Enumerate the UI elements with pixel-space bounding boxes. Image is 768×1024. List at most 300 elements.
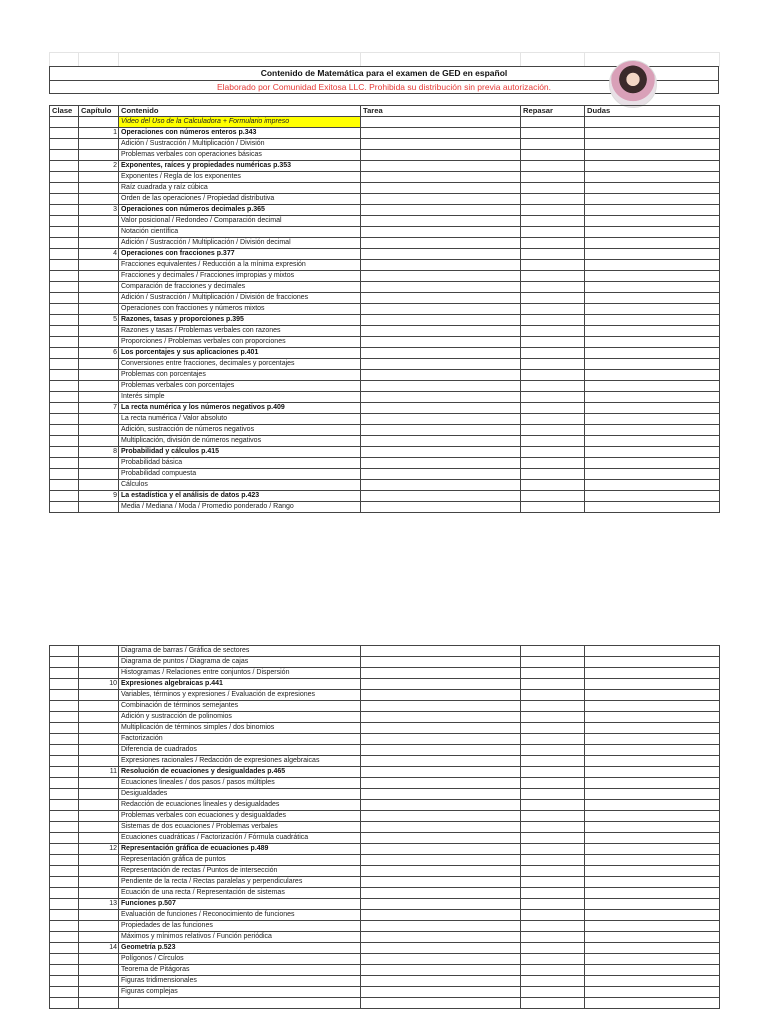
repasar-cell[interactable] <box>521 822 585 833</box>
clase-cell[interactable] <box>50 249 79 260</box>
capitulo-cell[interactable] <box>79 282 119 293</box>
repasar-cell[interactable] <box>521 800 585 811</box>
contenido-cell[interactable]: Representación gráfica de ecuaciones p.489 <box>119 844 361 855</box>
contenido-cell[interactable]: Fracciones y decimales / Fracciones impropias y mixtos <box>119 271 361 282</box>
capitulo-cell[interactable] <box>79 778 119 789</box>
dudas-cell[interactable] <box>585 260 720 271</box>
tarea-cell[interactable] <box>361 778 521 789</box>
tarea-cell[interactable] <box>361 359 521 370</box>
contenido-cell[interactable]: La recta numérica / Valor absoluto <box>119 414 361 425</box>
repasar-cell[interactable] <box>521 910 585 921</box>
tarea-cell[interactable] <box>361 392 521 403</box>
dudas-cell[interactable] <box>585 679 720 690</box>
contenido-cell[interactable]: Orden de las operaciones / Propiedad distributiva <box>119 194 361 205</box>
clase-cell[interactable] <box>50 723 79 734</box>
capitulo-cell[interactable] <box>79 910 119 921</box>
repasar-cell[interactable] <box>521 359 585 370</box>
clase-cell[interactable] <box>50 458 79 469</box>
clase-cell[interactable] <box>50 943 79 954</box>
clase-cell[interactable] <box>50 403 79 414</box>
contenido-cell[interactable]: Probabilidad compuesta <box>119 469 361 480</box>
capitulo-cell[interactable]: 9 <box>79 491 119 502</box>
repasar-cell[interactable] <box>521 833 585 844</box>
capitulo-cell[interactable] <box>79 734 119 745</box>
repasar-cell[interactable] <box>521 282 585 293</box>
clase-cell[interactable] <box>50 414 79 425</box>
contenido-cell[interactable]: Factorización <box>119 734 361 745</box>
dudas-cell[interactable] <box>585 381 720 392</box>
tarea-cell[interactable] <box>361 800 521 811</box>
dudas-cell[interactable] <box>585 183 720 194</box>
contenido-cell[interactable]: Adición / Sustracción / Multiplicación / División decimal <box>119 238 361 249</box>
repasar-cell[interactable] <box>521 767 585 778</box>
tarea-cell[interactable] <box>361 425 521 436</box>
contenido-cell[interactable]: Probabilidad y cálculos p.415 <box>119 447 361 458</box>
tarea-cell[interactable] <box>361 194 521 205</box>
repasar-cell[interactable] <box>521 932 585 943</box>
capitulo-cell[interactable] <box>79 436 119 447</box>
capitulo-cell[interactable] <box>79 954 119 965</box>
contenido-cell[interactable]: Diagrama de barras / Gráfica de sectores <box>119 646 361 657</box>
contenido-cell[interactable]: Ecuaciones cuadráticas / Factorización / Fórmula cuadrática <box>119 833 361 844</box>
contenido-cell[interactable]: Fracciones equivalentes / Reducción a la mínima expresión <box>119 260 361 271</box>
repasar-cell[interactable] <box>521 326 585 337</box>
clase-cell[interactable] <box>50 161 79 172</box>
tarea-cell[interactable] <box>361 745 521 756</box>
dudas-cell[interactable] <box>585 778 720 789</box>
tarea-cell[interactable] <box>361 734 521 745</box>
clase-cell[interactable] <box>50 304 79 315</box>
tarea-cell[interactable] <box>361 117 521 128</box>
dudas-cell[interactable] <box>585 469 720 480</box>
contenido-cell[interactable]: Operaciones con fracciones p.377 <box>119 249 361 260</box>
repasar-cell[interactable] <box>521 271 585 282</box>
dudas-cell[interactable] <box>585 756 720 767</box>
repasar-cell[interactable] <box>521 183 585 194</box>
clase-cell[interactable] <box>50 205 79 216</box>
repasar-cell[interactable] <box>521 293 585 304</box>
repasar-cell[interactable] <box>521 734 585 745</box>
capitulo-cell[interactable] <box>79 701 119 712</box>
repasar-cell[interactable] <box>521 502 585 513</box>
contenido-cell[interactable]: Problemas verbales con ecuaciones y desigualdades <box>119 811 361 822</box>
clase-cell[interactable] <box>50 899 79 910</box>
clase-cell[interactable] <box>50 480 79 491</box>
capitulo-cell[interactable] <box>79 194 119 205</box>
clase-cell[interactable] <box>50 139 79 150</box>
tarea-cell[interactable] <box>361 172 521 183</box>
tarea-cell[interactable] <box>361 381 521 392</box>
capitulo-cell[interactable] <box>79 965 119 976</box>
tarea-cell[interactable] <box>361 943 521 954</box>
contenido-cell[interactable]: Interés simple <box>119 392 361 403</box>
clase-cell[interactable] <box>50 800 79 811</box>
tarea-cell[interactable] <box>361 458 521 469</box>
capitulo-cell[interactable] <box>79 987 119 998</box>
repasar-cell[interactable] <box>521 679 585 690</box>
tarea-cell[interactable] <box>361 921 521 932</box>
dudas-cell[interactable] <box>585 359 720 370</box>
contenido-cell[interactable]: Conversiones entre fracciones, decimales y porcentajes <box>119 359 361 370</box>
capitulo-cell[interactable] <box>79 227 119 238</box>
contenido-cell[interactable]: Propiedades de las funciones <box>119 921 361 932</box>
tarea-cell[interactable] <box>361 480 521 491</box>
repasar-cell[interactable] <box>521 877 585 888</box>
clase-cell[interactable] <box>50 866 79 877</box>
dudas-cell[interactable] <box>585 943 720 954</box>
clase-cell[interactable] <box>50 469 79 480</box>
dudas-cell[interactable] <box>585 998 720 1009</box>
dudas-cell[interactable] <box>585 899 720 910</box>
capitulo-cell[interactable] <box>79 183 119 194</box>
contenido-cell[interactable]: Media / Mediana / Moda / Promedio ponderado / Rango <box>119 502 361 513</box>
dudas-cell[interactable] <box>585 436 720 447</box>
contenido-cell[interactable]: Teorema de Pitágoras <box>119 965 361 976</box>
capitulo-cell[interactable] <box>79 723 119 734</box>
contenido-cell[interactable]: Desigualdades <box>119 789 361 800</box>
contenido-cell[interactable]: Diferencia de cuadrados <box>119 745 361 756</box>
contenido-cell[interactable]: Operaciones con números decimales p.365 <box>119 205 361 216</box>
dudas-cell[interactable] <box>585 304 720 315</box>
capitulo-cell[interactable]: 14 <box>79 943 119 954</box>
contenido-cell[interactable]: Geometría p.523 <box>119 943 361 954</box>
contenido-cell[interactable]: Problemas verbales con operaciones básicas <box>119 150 361 161</box>
tarea-cell[interactable] <box>361 657 521 668</box>
tarea-cell[interactable] <box>361 348 521 359</box>
repasar-cell[interactable] <box>521 260 585 271</box>
tarea-cell[interactable] <box>361 723 521 734</box>
dudas-cell[interactable] <box>585 734 720 745</box>
repasar-cell[interactable] <box>521 414 585 425</box>
tarea-cell[interactable] <box>361 150 521 161</box>
dudas-cell[interactable] <box>585 767 720 778</box>
tarea-cell[interactable] <box>361 502 521 513</box>
clase-cell[interactable] <box>50 712 79 723</box>
clase-cell[interactable] <box>50 172 79 183</box>
capitulo-cell[interactable] <box>79 139 119 150</box>
clase-cell[interactable] <box>50 877 79 888</box>
dudas-cell[interactable] <box>585 855 720 866</box>
capitulo-cell[interactable] <box>79 800 119 811</box>
repasar-cell[interactable] <box>521 690 585 701</box>
clase-cell[interactable] <box>50 822 79 833</box>
clase-cell[interactable] <box>50 756 79 767</box>
tarea-cell[interactable] <box>361 789 521 800</box>
clase-cell[interactable] <box>50 954 79 965</box>
repasar-cell[interactable] <box>521 998 585 1009</box>
tarea-cell[interactable] <box>361 238 521 249</box>
tarea-cell[interactable] <box>361 679 521 690</box>
tarea-cell[interactable] <box>361 866 521 877</box>
clase-cell[interactable] <box>50 128 79 139</box>
dudas-cell[interactable] <box>585 888 720 899</box>
contenido-cell[interactable]: Funciones p.507 <box>119 899 361 910</box>
clase-cell[interactable] <box>50 348 79 359</box>
dudas-cell[interactable] <box>585 712 720 723</box>
clase-cell[interactable] <box>50 987 79 998</box>
clase-cell[interactable] <box>50 260 79 271</box>
tarea-cell[interactable] <box>361 326 521 337</box>
repasar-cell[interactable] <box>521 491 585 502</box>
capitulo-cell[interactable]: 4 <box>79 249 119 260</box>
dudas-cell[interactable] <box>585 690 720 701</box>
clase-cell[interactable] <box>50 238 79 249</box>
repasar-cell[interactable] <box>521 425 585 436</box>
repasar-cell[interactable] <box>521 723 585 734</box>
contenido-cell[interactable]: Polígonos / Círculos <box>119 954 361 965</box>
contenido-cell[interactable]: Adición / Sustracción / Multiplicación / División de fracciones <box>119 293 361 304</box>
dudas-cell[interactable] <box>585 480 720 491</box>
clase-cell[interactable] <box>50 778 79 789</box>
dudas-cell[interactable] <box>585 668 720 679</box>
dudas-cell[interactable] <box>585 987 720 998</box>
clase-cell[interactable] <box>50 425 79 436</box>
repasar-cell[interactable] <box>521 745 585 756</box>
tarea-cell[interactable] <box>361 304 521 315</box>
dudas-cell[interactable] <box>585 249 720 260</box>
dudas-cell[interactable] <box>585 370 720 381</box>
contenido-cell[interactable]: Operaciones con fracciones y números mixtos <box>119 304 361 315</box>
clase-cell[interactable] <box>50 888 79 899</box>
capitulo-cell[interactable] <box>79 866 119 877</box>
dudas-cell[interactable] <box>585 458 720 469</box>
contenido-cell[interactable]: La recta numérica y los números negativos p.409 <box>119 403 361 414</box>
contenido-cell[interactable]: Problemas con porcentajes <box>119 370 361 381</box>
contenido-cell[interactable]: Variables, términos y expresiones / Evaluación de expresiones <box>119 690 361 701</box>
repasar-cell[interactable] <box>521 712 585 723</box>
contenido-cell[interactable]: Adición y sustracción de polinomios <box>119 712 361 723</box>
clase-cell[interactable] <box>50 701 79 712</box>
repasar-cell[interactable] <box>521 756 585 767</box>
tarea-cell[interactable] <box>361 987 521 998</box>
repasar-cell[interactable] <box>521 976 585 987</box>
capitulo-cell[interactable] <box>79 932 119 943</box>
repasar-cell[interactable] <box>521 646 585 657</box>
contenido-cell[interactable]: Figuras complejas <box>119 987 361 998</box>
repasar-cell[interactable] <box>521 458 585 469</box>
cell[interactable] <box>79 53 119 67</box>
capitulo-cell[interactable] <box>79 337 119 348</box>
dudas-cell[interactable] <box>585 205 720 216</box>
capitulo-cell[interactable] <box>79 117 119 128</box>
dudas-cell[interactable] <box>585 811 720 822</box>
contenido-cell[interactable]: Expresiones algebraicas p.441 <box>119 679 361 690</box>
tarea-cell[interactable] <box>361 260 521 271</box>
tarea-cell[interactable] <box>361 976 521 987</box>
capitulo-cell[interactable] <box>79 833 119 844</box>
tarea-cell[interactable] <box>361 183 521 194</box>
clase-cell[interactable] <box>50 844 79 855</box>
dudas-cell[interactable] <box>585 844 720 855</box>
tarea-cell[interactable] <box>361 293 521 304</box>
clase-cell[interactable] <box>50 271 79 282</box>
dudas-cell[interactable] <box>585 271 720 282</box>
repasar-cell[interactable] <box>521 987 585 998</box>
tarea-cell[interactable] <box>361 998 521 1009</box>
dudas-cell[interactable] <box>585 348 720 359</box>
cell[interactable] <box>119 53 361 67</box>
clase-cell[interactable] <box>50 150 79 161</box>
capitulo-cell[interactable]: 12 <box>79 844 119 855</box>
dudas-cell[interactable] <box>585 337 720 348</box>
capitulo-cell[interactable]: 13 <box>79 899 119 910</box>
clase-cell[interactable] <box>50 745 79 756</box>
contenido-cell[interactable]: Evaluación de funciones / Reconocimiento de funciones <box>119 910 361 921</box>
capitulo-cell[interactable] <box>79 260 119 271</box>
repasar-cell[interactable] <box>521 954 585 965</box>
contenido-cell[interactable]: Notación científica <box>119 227 361 238</box>
dudas-cell[interactable] <box>585 976 720 987</box>
repasar-cell[interactable] <box>521 337 585 348</box>
dudas-cell[interactable] <box>585 745 720 756</box>
capitulo-cell[interactable] <box>79 458 119 469</box>
dudas-cell[interactable] <box>585 282 720 293</box>
dudas-cell[interactable] <box>585 117 720 128</box>
repasar-cell[interactable] <box>521 139 585 150</box>
capitulo-cell[interactable]: 7 <box>79 403 119 414</box>
repasar-cell[interactable] <box>521 249 585 260</box>
dudas-cell[interactable] <box>585 800 720 811</box>
dudas-cell[interactable] <box>585 227 720 238</box>
repasar-cell[interactable] <box>521 811 585 822</box>
capitulo-cell[interactable] <box>79 304 119 315</box>
contenido-cell[interactable]: Sistemas de dos ecuaciones / Problemas verbales <box>119 822 361 833</box>
repasar-cell[interactable] <box>521 447 585 458</box>
capitulo-cell[interactable]: 3 <box>79 205 119 216</box>
repasar-cell[interactable] <box>521 701 585 712</box>
contenido-cell[interactable]: La estadística y el análisis de datos p.423 <box>119 491 361 502</box>
tarea-cell[interactable] <box>361 701 521 712</box>
cell[interactable] <box>585 53 720 67</box>
capitulo-cell[interactable] <box>79 811 119 822</box>
repasar-cell[interactable] <box>521 888 585 899</box>
tarea-cell[interactable] <box>361 690 521 701</box>
capitulo-cell[interactable] <box>79 414 119 425</box>
repasar-cell[interactable] <box>521 370 585 381</box>
tarea-cell[interactable] <box>361 811 521 822</box>
repasar-cell[interactable] <box>521 657 585 668</box>
clase-cell[interactable] <box>50 910 79 921</box>
clase-cell[interactable] <box>50 326 79 337</box>
clase-cell[interactable] <box>50 227 79 238</box>
tarea-cell[interactable] <box>361 139 521 150</box>
clase-cell[interactable] <box>50 502 79 513</box>
contenido-cell[interactable]: Multiplicación de términos simples / dos binomios <box>119 723 361 734</box>
repasar-cell[interactable] <box>521 315 585 326</box>
tarea-cell[interactable] <box>361 414 521 425</box>
tarea-cell[interactable] <box>361 833 521 844</box>
contenido-cell[interactable]: Ecuaciones lineales / dos pasos / pasos múltiples <box>119 778 361 789</box>
contenido-cell[interactable]: Representación de rectas / Puntos de intersección <box>119 866 361 877</box>
dudas-cell[interactable] <box>585 789 720 800</box>
contenido-cell[interactable]: Razones y tasas / Problemas verbales con razones <box>119 326 361 337</box>
repasar-cell[interactable] <box>521 921 585 932</box>
capitulo-cell[interactable] <box>79 271 119 282</box>
clase-cell[interactable] <box>50 767 79 778</box>
dudas-cell[interactable] <box>585 723 720 734</box>
clase-cell[interactable] <box>50 833 79 844</box>
tarea-cell[interactable] <box>361 249 521 260</box>
contenido-cell[interactable] <box>119 998 361 1009</box>
clase-cell[interactable] <box>50 789 79 800</box>
contenido-cell[interactable]: Proporciones / Problemas verbales con proporciones <box>119 337 361 348</box>
repasar-cell[interactable] <box>521 216 585 227</box>
repasar-cell[interactable] <box>521 469 585 480</box>
clase-cell[interactable] <box>50 932 79 943</box>
capitulo-cell[interactable] <box>79 381 119 392</box>
dudas-cell[interactable] <box>585 954 720 965</box>
tarea-cell[interactable] <box>361 436 521 447</box>
repasar-cell[interactable] <box>521 480 585 491</box>
capitulo-cell[interactable]: 1 <box>79 128 119 139</box>
dudas-cell[interactable] <box>585 392 720 403</box>
tarea-cell[interactable] <box>361 469 521 480</box>
tarea-cell[interactable] <box>361 646 521 657</box>
clase-cell[interactable] <box>50 293 79 304</box>
repasar-cell[interactable] <box>521 348 585 359</box>
capitulo-cell[interactable] <box>79 480 119 491</box>
clase-cell[interactable] <box>50 436 79 447</box>
dudas-cell[interactable] <box>585 866 720 877</box>
tarea-cell[interactable] <box>361 216 521 227</box>
tarea-cell[interactable] <box>361 668 521 679</box>
capitulo-cell[interactable] <box>79 150 119 161</box>
repasar-cell[interactable] <box>521 844 585 855</box>
dudas-cell[interactable] <box>585 161 720 172</box>
repasar-cell[interactable] <box>521 778 585 789</box>
tarea-cell[interactable] <box>361 205 521 216</box>
clase-cell[interactable] <box>50 381 79 392</box>
dudas-cell[interactable] <box>585 701 720 712</box>
clase-cell[interactable] <box>50 976 79 987</box>
capitulo-cell[interactable] <box>79 238 119 249</box>
dudas-cell[interactable] <box>585 128 720 139</box>
clase-cell[interactable] <box>50 315 79 326</box>
capitulo-cell[interactable] <box>79 998 119 1009</box>
capitulo-cell[interactable] <box>79 789 119 800</box>
capitulo-cell[interactable] <box>79 745 119 756</box>
clase-cell[interactable] <box>50 734 79 745</box>
dudas-cell[interactable] <box>585 822 720 833</box>
capitulo-cell[interactable] <box>79 877 119 888</box>
repasar-cell[interactable] <box>521 899 585 910</box>
clase-cell[interactable] <box>50 690 79 701</box>
capitulo-cell[interactable] <box>79 469 119 480</box>
dudas-cell[interactable] <box>585 403 720 414</box>
repasar-cell[interactable] <box>521 965 585 976</box>
tarea-cell[interactable] <box>361 855 521 866</box>
tarea-cell[interactable] <box>361 491 521 502</box>
repasar-cell[interactable] <box>521 117 585 128</box>
repasar-cell[interactable] <box>521 403 585 414</box>
repasar-cell[interactable] <box>521 194 585 205</box>
repasar-cell[interactable] <box>521 668 585 679</box>
clase-cell[interactable] <box>50 392 79 403</box>
tarea-cell[interactable] <box>361 370 521 381</box>
contenido-cell[interactable]: Valor posicional / Redondeo / Comparación decimal <box>119 216 361 227</box>
clase-cell[interactable] <box>50 183 79 194</box>
repasar-cell[interactable] <box>521 172 585 183</box>
tarea-cell[interactable] <box>361 877 521 888</box>
dudas-cell[interactable] <box>585 293 720 304</box>
contenido-cell[interactable]: Combinación de términos semejantes <box>119 701 361 712</box>
contenido-cell[interactable]: Resolución de ecuaciones y desigualdades p.465 <box>119 767 361 778</box>
contenido-cell[interactable]: Adición, sustracción de números negativos <box>119 425 361 436</box>
dudas-cell[interactable] <box>585 447 720 458</box>
repasar-cell[interactable] <box>521 866 585 877</box>
tarea-cell[interactable] <box>361 965 521 976</box>
tarea-cell[interactable] <box>361 315 521 326</box>
